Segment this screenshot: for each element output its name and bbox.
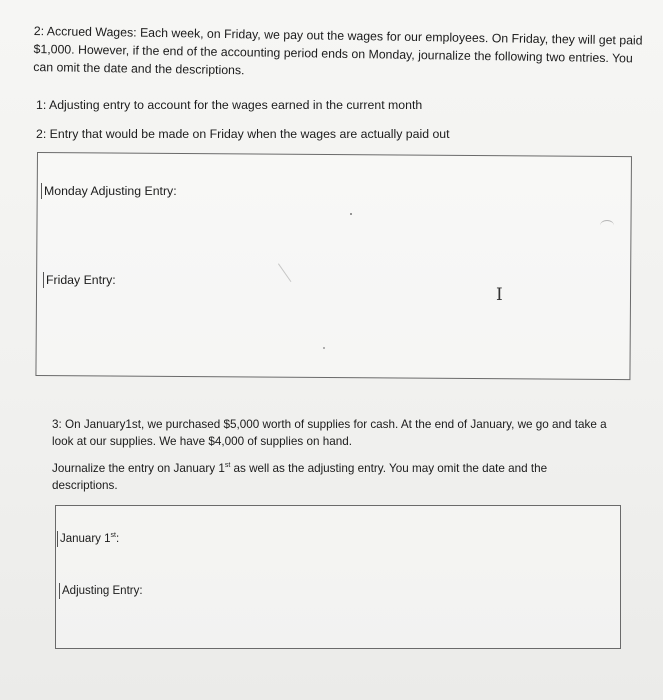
january-label-superscript: st (110, 532, 116, 540)
instruction-text-cont: as well as the adjusting entry. You may omit the date and the descriptions. (52, 462, 548, 492)
text-cursor-icon: I (496, 285, 503, 305)
question-3-answer-box[interactable] (55, 505, 621, 649)
january-label: January 1 (60, 533, 111, 545)
stray-mark (323, 347, 325, 349)
january-1st-entry-field[interactable] (57, 531, 119, 547)
monday-entry-field[interactable]: Monday Adjusting Entry: (41, 183, 177, 199)
instruction-text: Journalize the entry on January 1 (52, 462, 225, 475)
question-3-instruction (52, 460, 612, 494)
friday-entry-field[interactable]: Friday Entry: (43, 272, 116, 288)
instruction-superscript: st (224, 462, 231, 470)
stray-mark (350, 213, 352, 215)
stray-mark (600, 220, 614, 231)
january-label-colon: : (115, 533, 120, 545)
question-2-prompt: 2: Accrued Wages: Each week, on Friday, we pay out the wages for our employees. On Friday, they will get paid $1,000. However, if the end of the accounting period ends on Monday, journalize the following two entries. You can omit the date and the descriptions. (33, 23, 643, 78)
question-2-item-1: 1: Adjusting entry to account for the wages earned in the current month (36, 98, 423, 112)
question-3-prompt: 3: On January1st, we purchased $5,000 worth of supplies for cash. At the end of January, we go and take a look at our supplies. We have $4,000 of supplies on hand. (52, 418, 607, 448)
question-2-item-2: 2: Entry that would be made on Friday when the wages are actually paid out (36, 127, 450, 141)
adjusting-entry-field[interactable]: Adjusting Entry: (59, 583, 143, 599)
